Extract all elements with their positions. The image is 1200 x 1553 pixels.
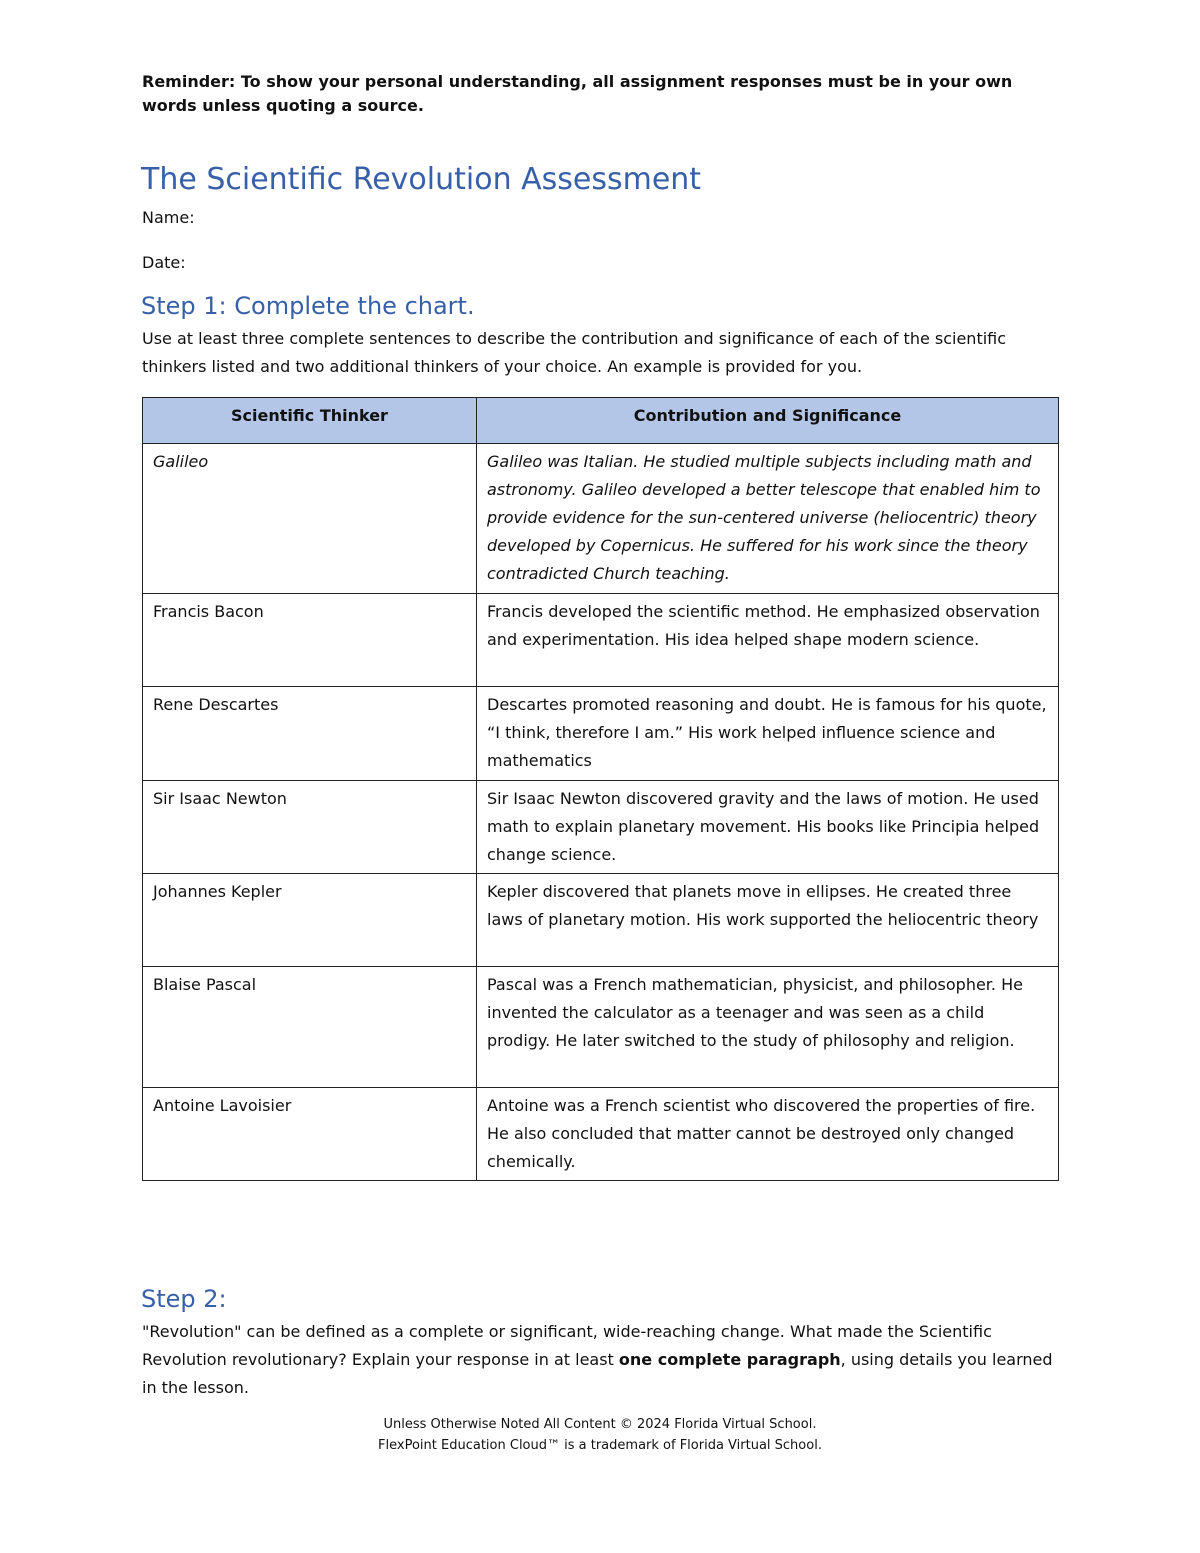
contribution-cell[interactable]: Francis developed the scientific method. He emphasized observation and experimentation. His idea helped shape modern science. <box>477 594 1059 687</box>
name-label: Name: <box>142 208 195 227</box>
table-row <box>143 444 1059 594</box>
header-thinker: Scientific Thinker <box>143 398 477 444</box>
table-row <box>143 1088 1059 1181</box>
step2-text-end: , using details you learned in the lesson. <box>142 1350 1053 1397</box>
step2-prompt <box>142 1318 1062 1402</box>
date-label: Date: <box>142 253 186 272</box>
thinker-cell[interactable]: Rene Descartes <box>143 687 477 781</box>
page-title: The Scientific Revolution Assessment <box>141 162 702 197</box>
contribution-cell[interactable]: Kepler discovered that planets move in ellipses. He created three laws of planetary motion. His work supported the heliocentric theory <box>477 874 1059 967</box>
step2-text: "Revolution" can be defined as a complete or significant, wide-reaching change. What made the Scientific Revolution revolutionary? Explain your response in at least <box>142 1322 992 1369</box>
reminder <box>142 70 1062 118</box>
table-row <box>143 594 1059 687</box>
footer-copyright: Unless Otherwise Noted All Content © 2024 Florida Virtual School. <box>383 1417 817 1432</box>
thinker-cell[interactable]: Blaise Pascal <box>143 967 477 1088</box>
step2-heading: Step 2: <box>141 1285 227 1313</box>
reminder-label: Reminder: <box>142 72 236 91</box>
thinker-cell[interactable]: Antoine Lavoisier <box>143 1088 477 1181</box>
thinker-cell[interactable]: Galileo <box>143 444 477 594</box>
thinker-cell[interactable]: Johannes Kepler <box>143 874 477 967</box>
contribution-cell[interactable]: Antoine was a French scientist who discovered the properties of fire. He also concluded that matter cannot be destroyed only changed chemically. <box>477 1088 1059 1181</box>
step1-instructions: Use at least three complete sentences to describe the contribution and significance of each of the scientific thinkers listed and two additional thinkers of your choice. An example is provided for you. <box>142 329 1007 376</box>
thinker-cell[interactable]: Sir Isaac Newton <box>143 781 477 874</box>
contribution-cell[interactable]: Sir Isaac Newton discovered gravity and the laws of motion. He used math to explain planetary movement. His books like Principia helped change science. <box>477 781 1059 874</box>
footer <box>0 1414 1200 1456</box>
table-row <box>143 874 1059 967</box>
table-row <box>143 781 1059 874</box>
table-row <box>143 967 1059 1088</box>
step2-bold: one complete paragraph <box>618 1350 841 1369</box>
contribution-cell[interactable]: Pascal was a French mathematician, physicist, and philosopher. He invented the calculator as a teenager and was seen as a child prodigy. He later switched to the study of philosophy and religion. <box>477 967 1059 1088</box>
contribution-cell[interactable]: Descartes promoted reasoning and doubt. He is famous for his quote, “I think, therefore I am.” His work helped influence science and mathematics <box>477 687 1059 781</box>
reminder-text: To show your personal understanding, all assignment responses must be in your own words unless quoting a source. <box>142 72 1013 115</box>
footer-trademark: FlexPoint Education Cloud™ is a trademark of Florida Virtual School. <box>378 1438 822 1453</box>
contribution-cell[interactable]: Galileo was Italian. He studied multiple subjects including math and astronomy. Galileo developed a better telescope that enabled him to provide evidence for the sun-centered universe (heliocentric) theory developed by Copernicus. He suffered for his work since the theory contradicted Church teaching. <box>477 444 1059 594</box>
thinker-cell[interactable]: Francis Bacon <box>143 594 477 687</box>
step1-heading: Step 1: Complete the chart. <box>141 292 475 320</box>
thinkers-table <box>142 397 1059 1181</box>
table-row <box>143 687 1059 781</box>
header-contribution: Contribution and Significance <box>477 398 1059 444</box>
